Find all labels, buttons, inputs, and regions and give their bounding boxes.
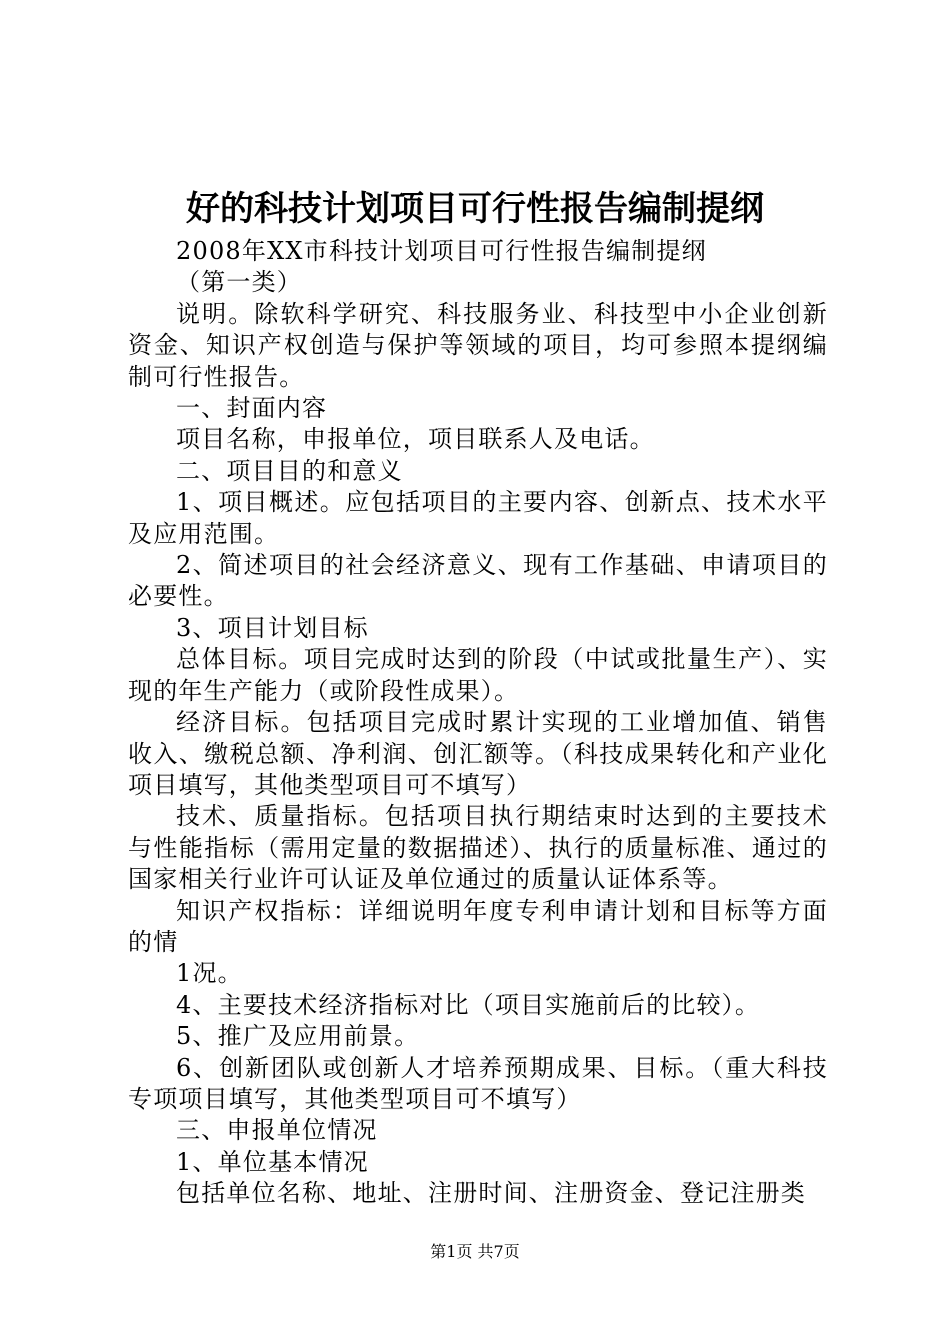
paragraph: 说明。除软科学研究、科技服务业、科技型中小企业创新资金、知识产权创造与保护等领域的项目，均可参照本提纲编制可行性报告。 (128, 299, 828, 391)
paragraph: 总体目标。项目完成时达到的阶段（中试或批量生产）、实现的年生产能力（或阶段性成果）。 (128, 645, 828, 705)
section-heading: 二、项目目的和意义 (176, 456, 403, 485)
paragraph: 1、项目概述。应包括项目的主要内容、创新点、技术水平及应用范围。 (128, 488, 828, 548)
section-heading: 一、封面内容 (176, 394, 328, 423)
document-body (128, 236, 828, 1210)
paragraph: 5、推广及应用前景。 (176, 1022, 420, 1051)
paragraph: 2008年XX市科技计划项目可行性报告编制提纲 (176, 237, 707, 265)
paragraph: 6、创新团队或创新人才培养预期成果、目标。（重大科技专项项目填写，其他类型项目可不填写） (128, 1053, 828, 1113)
section-heading: 三、申报单位情况 (176, 1116, 378, 1145)
document-title: 好的科技计划项目可行性报告编制提纲 (186, 189, 764, 229)
paragraph: 知识产权指标：详细说明年度专利申请计划和目标等方面的情 (128, 896, 828, 956)
paragraph: 1况。 (176, 959, 243, 988)
paragraph: 技术、质量指标。包括项目执行期结束时达到的主要技术与性能指标（需用定量的数据描述）、执行的质量标准、通过的国家相关行业许可认证及单位通过的质量认证体系等。 (128, 802, 828, 894)
subsection-heading: 3、项目计划目标 (176, 613, 369, 642)
page-footer: 第1页 共7页 (430, 1242, 520, 1261)
paragraph: 项目名称，申报单位，项目联系人及电话。 (176, 425, 655, 454)
subsection-heading: 1、单位基本情况 (176, 1147, 369, 1176)
paragraph: （第一类） (176, 268, 302, 297)
paragraph: 4、主要技术经济指标对比（项目实施前后的比较）。 (176, 990, 761, 1019)
paragraph: 2、简述项目的社会经济意义、现有工作基础、申请项目的必要性。 (128, 551, 828, 611)
paragraph: 包括单位名称、地址、注册时间、注册资金、登记注册类 (176, 1179, 806, 1208)
paragraph: 经济目标。包括项目完成时累计实现的工业增加值、销售收入、缴税总额、净利润、创汇额等。（科技成果转化和产业化项目填写，其他类型项目可不填写） (128, 708, 828, 799)
